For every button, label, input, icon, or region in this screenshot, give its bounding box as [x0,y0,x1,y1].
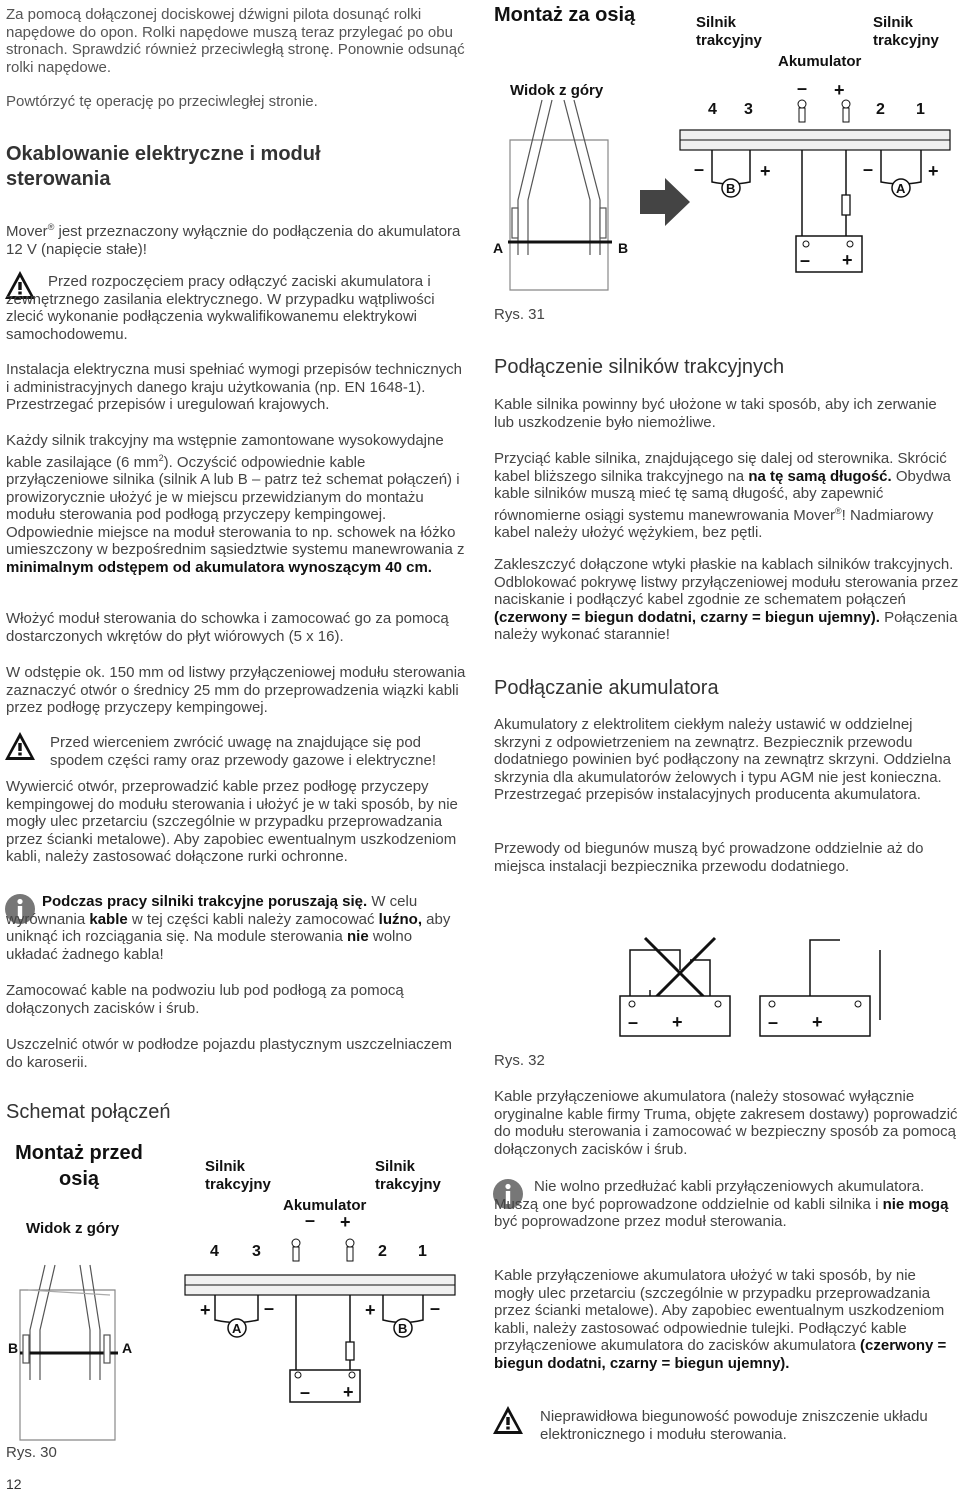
info-extend-text: Nie wolno przedłużać kabli przyłączeniowych akumulatora. Muszą one być poprowadzone oddzielnie od kabli silnika i nie mogą być poprowadzone przez moduł sterowania. [494,1178,949,1230]
warning-icon [492,1404,524,1436]
svg-text:2: 2 [378,1243,387,1260]
battery-paragraph-4: Kable przyłączeniowe akumulatora ułożyć w taki sposób, by nie mogły ulec przetarciu (szczególnie w przypadku przeprowadzania przez ścianki metalowe). Aby zapobiec ewentualnym uszkodzeniom kabli, należy zastosować odpowiednie tulejki. Podłączyć kable przyłączeniowe akumulatora do zacisków akumulatora (czerwony = biegun dodatni, czarny = biegun ujemny). [494,1267,947,1372]
svg-text:3: 3 [252,1243,261,1260]
wiring-diagram-before-axle [0,1130,470,1450]
motors-paragraph-3: Zakleszczyć dołączone wtyki płaskie na kablach silników trakcyjnych. Odblokować pokrywę listwy przyłączeniowej modułu sterowania przez naciskanie i podłączyć kabel zgodnie ze schematem połączeń (czerwony = biegun dodatni, czarny = biegun ujemny). Połączenia należy wykonać starannie! [494,556,959,643]
svg-text:+: + [812,1012,823,1032]
svg-text:A: A [232,1321,242,1336]
trailer-drawbar [20,1265,118,1440]
svg-text:+: + [842,250,853,270]
svg-text:–: – [694,159,705,179]
svg-text:+: + [672,1012,683,1032]
svg-text:4: 4 [210,1243,219,1260]
schema-heading: Schemat połączeń [6,1101,171,1123]
top-view-label: Widok z góry [510,82,604,99]
svg-text:–: – [305,1210,316,1230]
svg-text:2: 2 [876,101,885,118]
warning-polarity-text: Nieprawidłowa biegunowość powoduje zniszczenie układu elektronicznego i modułu sterowania. [540,1408,928,1443]
motor-b-symbol [394,1319,412,1337]
cable-paragraph: Każdy silnik trakcyjny ma wstępnie zamontowane wysokowydajne kable zasilające (6 $mm^2$). Oczyścić odpowiednie kable przyłączeniowe silnika (silnik A lub B – patrz też schemat połączeń) i prowizorycznie ułożyć je w miejscu przewidzianym do montażu modułu sterowania pod podłogą przyczepy kempingowej. Odpowiednie miejsce na moduł sterowania to np. schowek na łóżko umieszczony w bezpośrednim sąsiedztwie systemu manewrowania z minimalnym odstępem od akumulatora wynoszącym 40 cm. [6,432,465,576]
mover-paragraph: Mover® jest przeznaczony wyłącznie do podłączenia do akumulatora 12 V (napięcie stałe)! [6,222,461,258]
svg-text:–: – [797,78,808,98]
svg-text:B: B [726,181,736,196]
install-paragraph: Instalacja elektryczna musi spełniać wymogi przepisów technicznych i administracyjnych danego kraju użytkowania (np. EN 1648-1). Przestrzegać przepisów i uregulowań krajowych. [6,361,463,413]
svg-text:–: – [800,250,811,270]
figure-31-caption: Rys. 31 [494,306,545,323]
repeat-paragraph: Powtórzyć tę operację po przeciwległej stronie. [6,93,318,110]
page-number: 12 [6,1476,22,1492]
svg-text:+: + [928,161,939,181]
seal-paragraph: Uszczelnić otwór w podłodze pojazdu plastycznym uszczelniaczem do karoserii. [6,1036,453,1071]
diagram-before-axle [0,1130,470,1450]
trailer-drawbar [508,100,612,290]
arrow-icon [640,178,690,226]
info-moving-text: Podczas pracy silniki trakcyjne poruszają się. W celu wyrównania kable w tej części kabli należy zamocować luźno, aby uniknąć ich rozciągania się. Na module sterowania nie wolno układać żadnego kabla! [6,893,451,963]
svg-text:–: – [264,1298,275,1318]
module-paragraph: Włożyć moduł sterowania do schowka i zamocować go za pomocą dostarczonych wkrętów do płyt wiórowych (5 x 16). [6,610,449,645]
battery-label: Akumulator [778,53,862,70]
wiring-diagram-behind-axle [490,0,960,300]
diagram-title: Montaż przed osią [15,1142,143,1190]
terminal-block [185,1275,455,1295]
svg-text:+: + [760,161,771,181]
svg-text:–: – [430,1298,441,1318]
svg-text:B: B [398,1321,408,1336]
clamp-paragraph: Zamocować kable na podwoziu lub pod podłogą za pomocą dołączonych zacisków i śrub. [6,982,404,1017]
svg-text:+: + [343,1382,354,1402]
warning-icon [4,730,36,762]
battery-paragraph-2: Przewody od biegunów muszą być prowadzone oddzielnie aż do miejsca instalacji bezpiecznika przewodu dodatniego. [494,840,924,875]
svg-text:–: – [628,1012,639,1032]
motors-paragraph-1: Kable silnika powinny być ułożone w taki sposób, aby ich zerwanie lub uszkodzenie było niemożliwe. [494,396,937,431]
diagram-behind-axle [490,0,960,300]
figure-30-caption: Rys. 30 [6,1444,57,1461]
svg-text:–: – [768,1012,779,1032]
diagram-title: Montaż za osią [494,4,636,26]
svg-text:A: A [896,181,906,196]
wiring-heading: Okablowanie elektryczne i moduł sterowania [6,143,321,190]
svg-text:+: + [200,1300,211,1320]
battery-screw-terminals [292,1239,354,1261]
axle-label-b: B [618,240,629,256]
intro-paragraph: Za pomocą dołączonej dociskowej dźwigni pilota dosunąć rolki napędowe do opon. Rolki napędowe muszą teraz przylegać po obu stronach. Sprawdzić również przeciwległą stronę. Ponownie odsunąć rolki napędowe. [6,6,465,76]
svg-text:+: + [340,1212,351,1232]
axle-label-a: A [493,240,504,256]
motor-a-symbol [228,1319,246,1337]
motors-paragraph-2: Przyciąć kable silnika, znajdującego się dalej od sterownika. Skrócić kabel bliższego silnika trakcyjnego na na tę samą długość. Obydwa kable silników muszą mieć tę samą długość, aby zapewnić równomierne osiągi systemu manewrowania Mover®! Nadmiarowy kabel należy ułożyć wężykiem, bez pętli. [494,450,951,541]
motors-heading: Podłączenie silników trakcyjnych [494,356,785,378]
svg-text:1: 1 [916,101,925,118]
motor-left-label: Silnik trakcyjny [696,14,762,49]
drill-paragraph: Wywiercić otwór, przeprowadzić kable przez podłogę przyczepy kempingowej do modułu sterowania i ułożyć je w taki sposób, by nie mogły ulec przetarciu (szczególnie w przypadku przeprowadzania przez ścianki metalowe). Aby zapobiec ewentualnym uszkodzeniom kabli, należy zastosować dołączone rurki ochronne. [6,778,458,865]
battery-label: Akumulator [283,1197,367,1214]
motor-right-label: Silnik trakcyjny [873,14,939,49]
battery-heading: Podłączanie akumulatora [494,677,719,699]
battery-paragraph-1: Akumulatory z elektrolitem ciekłym należy ustawić w oddzielnej skrzyni z odpowietrzeniem na zewnątrz. Bezpiecznik przewodu dodatniego powinien być podłączony na zewnątrz skrzyni. Oddzielna skrzynia dla akumulatorów żelowych i typu AGM nie jest konieczna. Przestrzegać przepisów instalacyjnych producenta akumulatora. [494,716,951,803]
svg-text:3: 3 [744,101,753,118]
axle-label-a: A [122,1340,133,1356]
warning-disconnect-text: Przed rozpoczęciem pracy odłączyć zaciski akumulatora i zewnętrznego zasilania elektrycznego. W przypadku wątpliwości zlecić wykonanie podłączenia wykwalifikowanemu elektrykowi samochodowemu. [6,273,435,343]
svg-text:–: – [863,159,874,179]
warning-drill-text: Przed wierceniem zwrócić uwagę na znajdujące się pod spodem części ramy oraz przewody gazowe i elektryczne! [50,734,436,769]
top-view-label: Widok z góry [26,1220,120,1237]
hole-paragraph: W odstępie ok. 150 mm od listwy przyłączeniowej modułu sterowania zaznaczyć otwór o średnicy 25 mm do przeprowadzenia wiązki kabli przez podłogę przyczepy kempingowej. [6,664,466,716]
svg-text:+: + [834,80,845,100]
svg-text:1: 1 [418,1243,427,1260]
motor-left-label: Silnik trakcyjny [205,1158,271,1193]
figure-32-caption: Rys. 32 [494,1052,545,1069]
motor-right-label: Silnik trakcyjny [375,1158,441,1193]
fuse [346,1342,354,1360]
svg-text:4: 4 [708,101,717,118]
axle-label-b: B [8,1340,19,1356]
battery-paragraph-3: Kable przyłączeniowe akumulatora (należy stosować wyłącznie oryginalne kable firmy Truma, objęte zakresem dostawy) poprowadzić do modułu sterowania i zamocować w bezpieczny sposób za pomocą dołączonych zacisków i śrub. [494,1088,958,1158]
svg-text:–: – [300,1382,311,1402]
svg-text:+: + [365,1300,376,1320]
figure-32-battery-wiring [590,930,950,1050]
